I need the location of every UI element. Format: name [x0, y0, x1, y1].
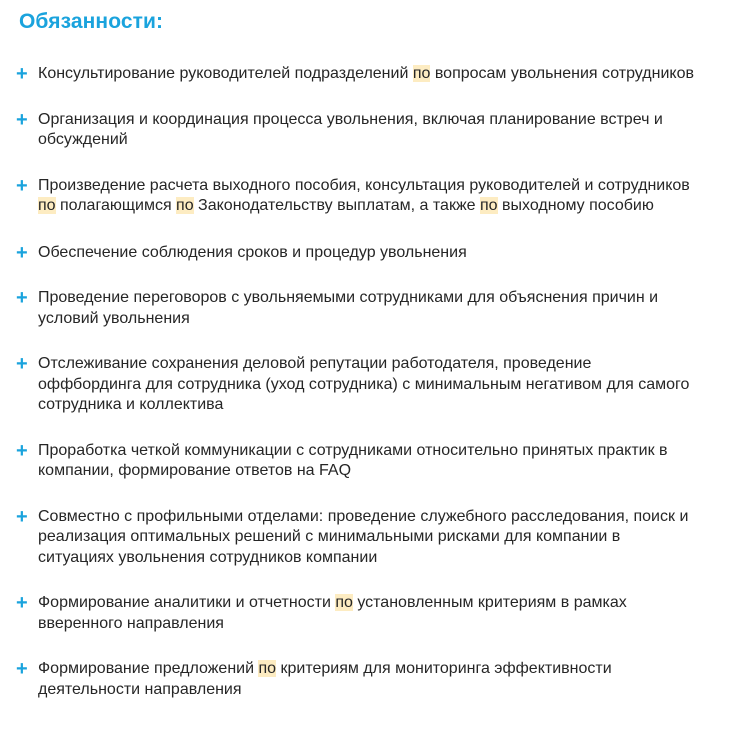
list-item: [0, 659, 698, 700]
list-item: [0, 288, 698, 329]
plus-icon: +: [16, 241, 28, 264]
text-segment: Отслеживание сохранения деловой репутации работодателя, проведение оффбординга для сотрудника (уход сотрудника) с минимальным негативом для самого сотрудника и коллектива: [38, 355, 690, 413]
text-segment: установленным критериям в рамках вверенного направления: [38, 594, 627, 632]
plus-icon: +: [16, 505, 28, 528]
list-item-text: [38, 244, 467, 261]
highlighted-term: по: [176, 197, 194, 214]
list-item-text: [38, 111, 663, 149]
list-item: [0, 176, 698, 217]
section-heading: Обязанности:: [19, 10, 164, 33]
list-item: [0, 593, 698, 634]
list-item-text: [38, 660, 612, 698]
text-segment: Обеспечение соблюдения сроков и процедур увольнения: [38, 243, 467, 261]
text-segment: Консультирование руководителей подразделений: [38, 65, 413, 82]
text-segment: Организация и координация процесса увольнения, включая планирование встреч и обсуждений: [38, 110, 663, 148]
list-item: [0, 441, 698, 482]
list-item-text: [38, 289, 658, 327]
list-item-text: [38, 442, 668, 480]
plus-icon: +: [16, 108, 28, 131]
plus-icon: +: [16, 287, 28, 309]
list-item: [0, 64, 698, 85]
plus-icon: +: [16, 353, 28, 375]
text-segment: полагающимся: [55, 197, 177, 214]
text-segment: Проведение переговоров с увольняемыми сотрудниками для объяснения причин и условий увольнения: [38, 289, 659, 327]
text-segment: вопросам увольнения сотрудников: [430, 65, 694, 82]
highlighted-term: по: [335, 594, 353, 611]
list-item: [0, 243, 698, 264]
plus-icon: +: [16, 63, 28, 85]
duties-list: [0, 64, 698, 725]
text-segment: Формирование аналитики и отчетности: [38, 594, 336, 611]
list-item-text: [38, 508, 688, 566]
text-segment: Произведение расчета выходного пособия, консультация руководителей и сотрудников: [38, 176, 690, 194]
plus-icon: +: [16, 174, 28, 197]
highlighted-term: по: [258, 660, 277, 677]
text-segment: Совместно с профильными отделами: проведение служебного расследования, поиск и реализация оптимальных решений с минимальными рисками для компании в ситуациях увольнения сотрудников компании: [38, 507, 689, 566]
highlighted-term: по: [38, 197, 56, 214]
list-item-text: [38, 355, 689, 413]
plus-icon: +: [16, 658, 28, 680]
text-segment: Формирование предложений: [38, 660, 259, 677]
list-item: [0, 354, 698, 416]
plus-icon: +: [16, 439, 28, 462]
list-item: [0, 110, 698, 151]
text-segment: критериям для мониторинга эффективности деятельности направления: [38, 660, 612, 698]
text-segment: Законодательству выплатам, а также: [193, 197, 480, 214]
highlighted-term: по: [412, 65, 431, 82]
list-item-text: [38, 594, 627, 632]
list-item-text: [38, 177, 690, 215]
list-item-text: [38, 65, 694, 82]
text-segment: выходному пособию: [497, 197, 654, 214]
plus-icon: +: [16, 592, 28, 614]
list-item: [0, 507, 698, 569]
highlighted-term: по: [480, 197, 498, 214]
text-segment: Проработка четкой коммуникации с сотрудниками относительно принятых практик в компании, формирование ответов на FAQ: [38, 441, 668, 479]
